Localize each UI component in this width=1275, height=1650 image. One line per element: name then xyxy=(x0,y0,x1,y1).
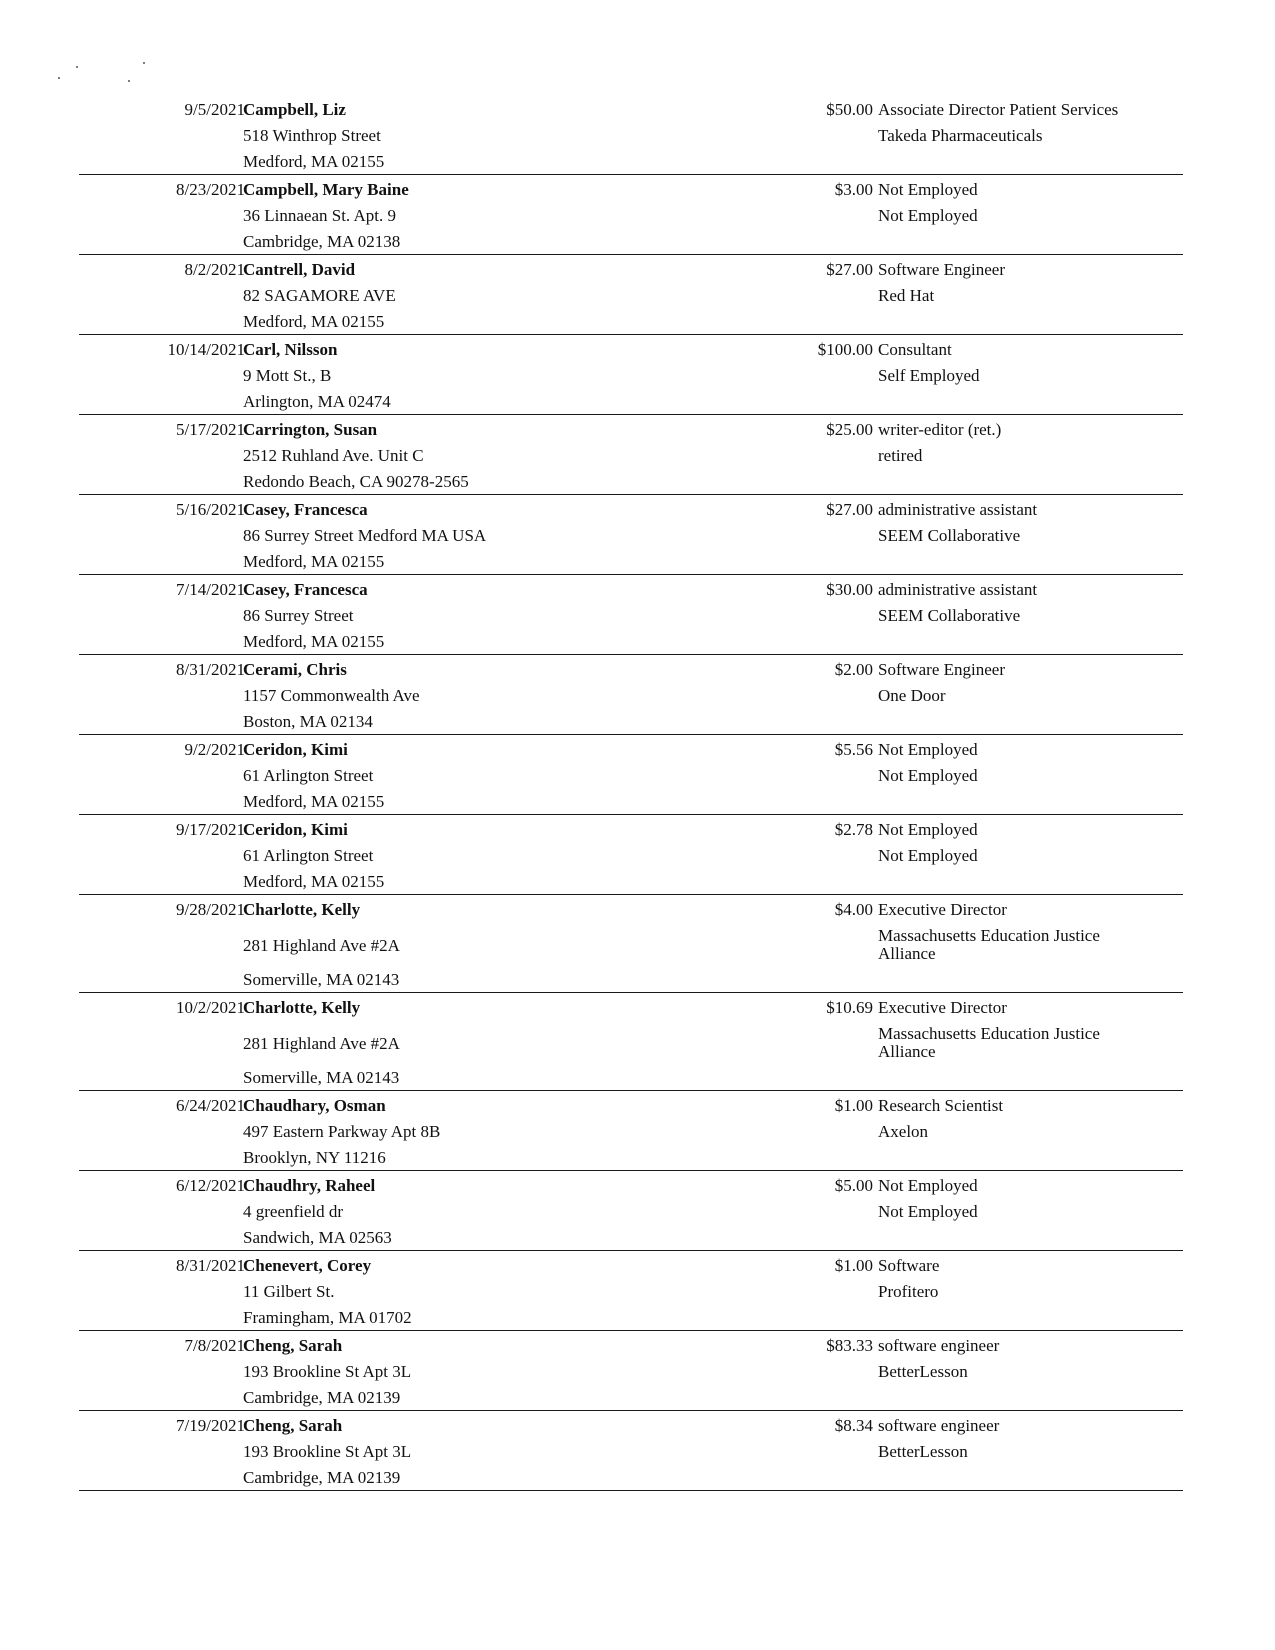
address-line-2: Cambridge, MA 02139 xyxy=(243,1388,401,1407)
contribution-record xyxy=(79,495,1183,575)
address-line-2: Cambridge, MA 02138 xyxy=(243,232,401,251)
contributor-occupation: writer-editor (ret.) xyxy=(878,420,1002,439)
address-line-2: Medford, MA 02155 xyxy=(243,872,385,891)
contribution-list xyxy=(79,95,1183,1491)
scan-speck xyxy=(76,66,78,68)
contribution-date: 9/5/2021 xyxy=(184,100,245,119)
address-line-2: Medford, MA 02155 xyxy=(243,552,385,571)
scan-speck xyxy=(143,62,145,64)
address-line-1: 2512 Ruhland Ave. Unit C xyxy=(243,446,424,465)
contributor-name: Casey, Francesca xyxy=(243,500,368,519)
address-line-1: 36 Linnaean St. Apt. 9 xyxy=(243,206,396,225)
contributor-employer: Not Employed xyxy=(878,766,978,785)
contribution-date: 7/8/2021 xyxy=(184,1336,245,1355)
contributor-name: Chaudhary, Osman xyxy=(243,1096,386,1115)
contribution-amount: $5.00 xyxy=(834,1176,873,1195)
address-line-1: 281 Highland Ave #2A xyxy=(243,1034,400,1053)
contributor-employer: Profitero xyxy=(878,1282,939,1301)
contributor-name: Cantrell, David xyxy=(243,260,356,279)
contributor-name: Campbell, Mary Baine xyxy=(243,180,409,199)
contribution-date: 10/2/2021 xyxy=(176,998,245,1017)
contribution-record xyxy=(79,95,1183,175)
contribution-date: 6/24/2021 xyxy=(176,1096,245,1115)
contribution-date: 8/23/2021 xyxy=(176,180,245,199)
address-line-1: 193 Brookline St Apt 3L xyxy=(243,1442,412,1461)
contribution-record xyxy=(79,175,1183,255)
contribution-amount: $1.00 xyxy=(834,1096,873,1115)
contribution-record xyxy=(79,575,1183,655)
address-line-1: 61 Arlington Street xyxy=(243,766,374,785)
contributor-occupation: software engineer xyxy=(878,1416,1000,1435)
contributor-occupation: Software Engineer xyxy=(878,260,1005,279)
contribution-amount: $1.00 xyxy=(834,1256,873,1275)
contribution-date: 8/31/2021 xyxy=(176,1256,245,1275)
contribution-amount: $83.33 xyxy=(826,1336,873,1355)
contribution-amount: $100.00 xyxy=(817,340,873,359)
contribution-amount: $10.69 xyxy=(826,998,873,1017)
address-line-1: 4 greenfield dr xyxy=(243,1202,344,1221)
scan-specks xyxy=(55,58,155,88)
contribution-amount: $3.00 xyxy=(834,180,873,199)
contribution-record xyxy=(79,1171,1183,1251)
contributor-occupation: software engineer xyxy=(878,1336,1000,1355)
contributor-name: Chenevert, Corey xyxy=(243,1256,372,1275)
address-line-1: 9 Mott St., B xyxy=(243,366,332,385)
contribution-record xyxy=(79,815,1183,895)
contribution-date: 6/12/2021 xyxy=(176,1176,245,1195)
contributor-employer: Self Employed xyxy=(878,366,980,385)
contributor-occupation: Not Employed xyxy=(878,740,978,759)
contributor-employer: BetterLesson xyxy=(878,1362,968,1381)
contribution-date: 7/19/2021 xyxy=(176,1416,245,1435)
address-line-2: Sandwich, MA 02563 xyxy=(243,1228,392,1247)
contributor-employer: Massachusetts Education Justice Alliance xyxy=(878,1024,1100,1061)
contribution-amount: $27.00 xyxy=(826,500,873,519)
address-line-2: Medford, MA 02155 xyxy=(243,152,385,171)
contribution-date: 5/17/2021 xyxy=(176,420,245,439)
contributor-employer: BetterLesson xyxy=(878,1442,968,1461)
address-line-1: 518 Winthrop Street xyxy=(243,126,381,145)
contribution-record xyxy=(79,1251,1183,1331)
contributor-occupation: administrative assistant xyxy=(878,500,1038,519)
contributor-employer: Takeda Pharmaceuticals xyxy=(878,126,1043,145)
address-line-1: 86 Surrey Street xyxy=(243,606,354,625)
contribution-record xyxy=(79,335,1183,415)
address-line-2: Brooklyn, NY 11216 xyxy=(243,1148,386,1167)
address-line-2: Boston, MA 02134 xyxy=(243,712,373,731)
contribution-date: 9/2/2021 xyxy=(184,740,245,759)
contributor-employer: Not Employed xyxy=(878,1202,978,1221)
contributor-name: Ceridon, Kimi xyxy=(243,740,348,759)
contribution-record xyxy=(79,1411,1183,1491)
address-line-1: 86 Surrey Street Medford MA USA xyxy=(243,526,487,545)
contribution-amount: $30.00 xyxy=(826,580,873,599)
contributor-employer: Axelon xyxy=(878,1122,929,1141)
contribution-amount: $50.00 xyxy=(826,100,873,119)
contributor-name: Chaudhry, Raheel xyxy=(243,1176,376,1195)
contributor-employer: retired xyxy=(878,446,923,465)
contribution-record xyxy=(79,655,1183,735)
contributor-name: Casey, Francesca xyxy=(243,580,368,599)
contributor-employer: Not Employed xyxy=(878,206,978,225)
contribution-amount: $4.00 xyxy=(834,900,873,919)
contributor-occupation: administrative assistant xyxy=(878,580,1038,599)
contribution-date: 9/28/2021 xyxy=(176,900,245,919)
contribution-date: 8/2/2021 xyxy=(184,260,245,279)
contribution-amount: $2.00 xyxy=(834,660,873,679)
contributor-occupation: Executive Director xyxy=(878,998,1007,1017)
address-line-2: Medford, MA 02155 xyxy=(243,632,385,651)
contributor-occupation: Consultant xyxy=(878,340,952,359)
contributor-occupation: Associate Director Patient Services xyxy=(878,100,1119,119)
contributor-name: Carrington, Susan xyxy=(243,420,378,439)
contributor-employer: One Door xyxy=(878,686,946,705)
contributor-name: Charlotte, Kelly xyxy=(243,900,361,919)
address-line-2: Somerville, MA 02143 xyxy=(243,1068,400,1087)
contributor-name: Cerami, Chris xyxy=(243,660,347,679)
contributor-employer: Not Employed xyxy=(878,846,978,865)
address-line-1: 497 Eastern Parkway Apt 8B xyxy=(243,1122,441,1141)
contribution-record xyxy=(79,415,1183,495)
address-line-1: 61 Arlington Street xyxy=(243,846,374,865)
address-line-2: Framingham, MA 01702 xyxy=(243,1308,412,1327)
scan-speck xyxy=(58,77,60,79)
contributor-employer: Massachusetts Education Justice Alliance xyxy=(878,926,1100,963)
contribution-record xyxy=(79,895,1183,993)
contribution-date: 7/14/2021 xyxy=(176,580,245,599)
contribution-amount: $27.00 xyxy=(826,260,873,279)
address-line-2: Medford, MA 02155 xyxy=(243,792,385,811)
address-line-1: 11 Gilbert St. xyxy=(243,1282,335,1301)
contributor-occupation: Software xyxy=(878,1256,940,1275)
contribution-amount: $25.00 xyxy=(826,420,873,439)
address-line-1: 82 SAGAMORE AVE xyxy=(243,286,396,305)
address-line-1: 281 Highland Ave #2A xyxy=(243,936,400,955)
contributor-employer: SEEM Collaborative xyxy=(878,526,1021,545)
contribution-record xyxy=(79,993,1183,1091)
address-line-2: Medford, MA 02155 xyxy=(243,312,385,331)
contributor-name: Campbell, Liz xyxy=(243,100,346,119)
scan-speck xyxy=(128,80,130,82)
contribution-record xyxy=(79,1091,1183,1171)
contributor-name: Carl, Nilsson xyxy=(243,340,338,359)
contributor-name: Ceridon, Kimi xyxy=(243,820,348,839)
contributor-occupation: Not Employed xyxy=(878,1176,978,1195)
contributor-employer: Red Hat xyxy=(878,286,935,305)
contributor-name: Cheng, Sarah xyxy=(243,1336,343,1355)
contribution-record xyxy=(79,735,1183,815)
address-line-2: Cambridge, MA 02139 xyxy=(243,1468,401,1487)
contribution-amount: $8.34 xyxy=(834,1416,873,1435)
contribution-date: 8/31/2021 xyxy=(176,660,245,679)
contributor-name: Cheng, Sarah xyxy=(243,1416,343,1435)
contribution-date: 9/17/2021 xyxy=(176,820,245,839)
contributor-occupation: Executive Director xyxy=(878,900,1007,919)
contributor-name: Charlotte, Kelly xyxy=(243,998,361,1017)
contribution-amount: $5.56 xyxy=(834,740,873,759)
address-line-2: Somerville, MA 02143 xyxy=(243,970,400,989)
address-line-2: Arlington, MA 02474 xyxy=(243,392,391,411)
contribution-date: 5/16/2021 xyxy=(176,500,245,519)
address-line-1: 1157 Commonwealth Ave xyxy=(243,686,420,705)
contributor-occupation: Not Employed xyxy=(878,820,978,839)
contributor-occupation: Software Engineer xyxy=(878,660,1005,679)
contributor-occupation: Research Scientist xyxy=(878,1096,1004,1115)
contribution-record xyxy=(79,1331,1183,1411)
contributor-occupation: Not Employed xyxy=(878,180,978,199)
contribution-date: 10/14/2021 xyxy=(167,340,245,359)
address-line-1: 193 Brookline St Apt 3L xyxy=(243,1362,412,1381)
contributor-employer: SEEM Collaborative xyxy=(878,606,1021,625)
contribution-record xyxy=(79,255,1183,335)
contribution-amount: $2.78 xyxy=(834,820,873,839)
address-line-2: Redondo Beach, CA 90278-2565 xyxy=(243,472,469,491)
